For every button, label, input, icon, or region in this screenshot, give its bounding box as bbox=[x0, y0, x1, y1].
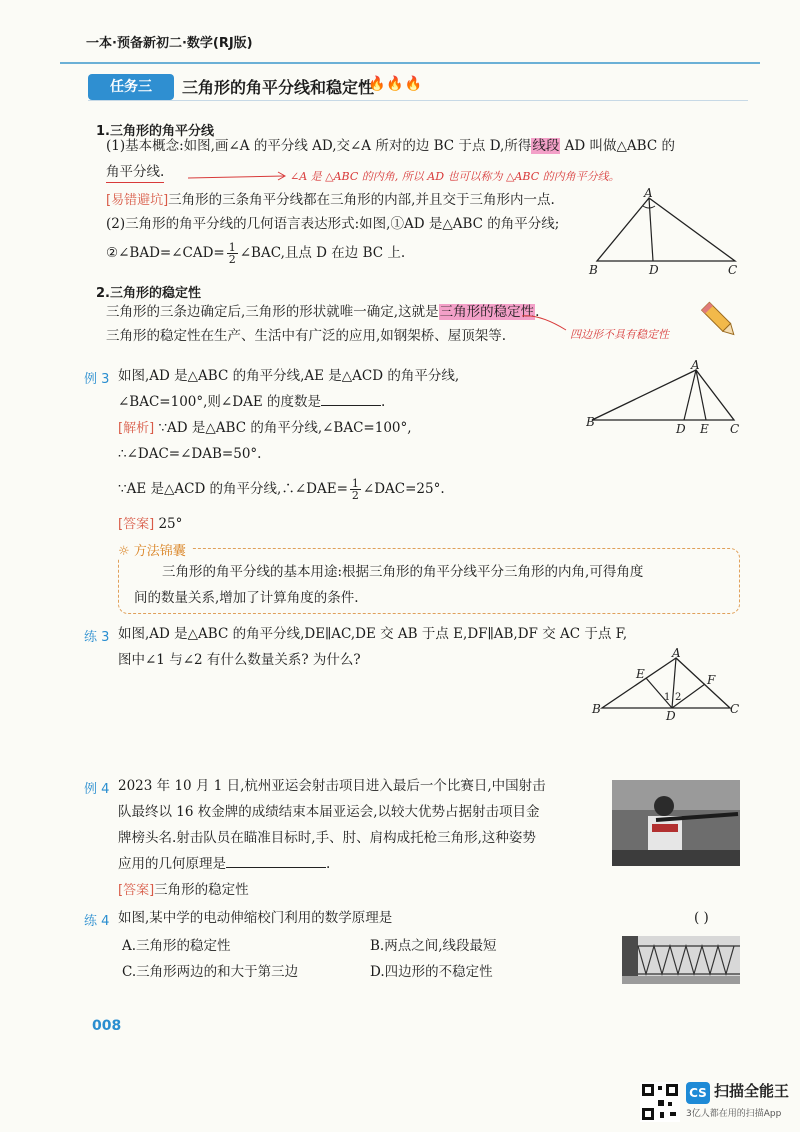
fig2-label-D: D bbox=[676, 422, 686, 436]
example3-question-line1: 如图,AD 是△ABC 的角平分线,AE 是△ACD 的角平分线, bbox=[118, 368, 460, 384]
fig3-label-B: B bbox=[592, 702, 601, 716]
fig3-angle-2: 2 bbox=[675, 692, 682, 703]
task-title: 三角形的角平分线和稳定性 bbox=[182, 78, 375, 97]
geo-text-b: ∠BAC,且点 D 在边 BC 上. bbox=[239, 245, 406, 261]
answer-label: [答案] bbox=[118, 517, 155, 532]
task-badge: 任务三 bbox=[88, 74, 174, 100]
figure-parallel-lines bbox=[590, 648, 740, 724]
title-rule bbox=[88, 100, 748, 101]
example3-analysis-line3 bbox=[118, 478, 445, 501]
geo-line2 bbox=[106, 242, 405, 265]
tip-heading-text: 方法锦囊 bbox=[133, 544, 186, 559]
pitfall-label: [易错避坑] bbox=[106, 193, 169, 208]
fig3-label-D: D bbox=[666, 709, 676, 723]
exercise3-label: 练 3 bbox=[84, 630, 110, 645]
label-D: D bbox=[649, 263, 659, 277]
label-B: B bbox=[589, 263, 598, 277]
fig3-label-A: A bbox=[672, 648, 681, 660]
scanner-logo: CS bbox=[686, 1082, 710, 1104]
example4-label: 例 4 bbox=[84, 782, 110, 797]
stability-line2: 三角形的稳定性在生产、生活中有广泛的应用,如钢架桥、屋顶架等. bbox=[106, 328, 507, 344]
fig3-angle-1: 1 bbox=[664, 692, 671, 703]
analysis-text-1: ∵AD 是△ABC 的角平分线,∠BAC=100°, bbox=[158, 420, 412, 436]
handnote-arrow bbox=[188, 170, 288, 184]
stability-text-b: . bbox=[535, 304, 540, 320]
option-d[interactable]: D.四边形的不稳定性 bbox=[370, 964, 493, 980]
fraction2-denominator: 2 bbox=[351, 489, 359, 502]
header-rule bbox=[60, 62, 760, 64]
fraction2-numerator: 1 bbox=[351, 477, 359, 490]
example4-answer-label: [答案] bbox=[118, 883, 155, 898]
label-C: C bbox=[728, 263, 738, 277]
fig2-label-B: B bbox=[586, 415, 595, 429]
example4-answer-blank bbox=[226, 867, 326, 868]
example4-line1: 2023 年 10 月 1 日,杭州亚运会射击项目进入最后一个比赛日,中国射击 bbox=[118, 778, 546, 794]
exercise3-question-line1: 如图,AD 是△ABC 的角平分线,DE∥AC,DE 交 AB 于点 E,DF∥AB,DF 交 AC 于点 F, bbox=[118, 626, 628, 642]
fig2-label-C: C bbox=[730, 422, 740, 436]
stability-line1 bbox=[106, 302, 539, 322]
concept-text-a: (1)基本概念:如图,画∠A 的平分线 AD,交∠A 所对的边 BC 于点 D,所得 bbox=[106, 138, 532, 154]
analysis-label: [解析] bbox=[118, 421, 155, 436]
example3-question-line2 bbox=[118, 392, 385, 412]
exercise4-question: 如图,某中学的电动伸缩校门利用的数学原理是 bbox=[118, 910, 393, 926]
concept-text-b: AD 叫做△ABC 的 bbox=[560, 138, 675, 154]
handwritten-note-2: 四边形不具有稳定性 bbox=[570, 328, 669, 341]
running-head: 一本·预备新初二·数学(RJ版) bbox=[86, 36, 253, 51]
shooter-photo bbox=[612, 780, 740, 866]
fraction-half bbox=[227, 242, 238, 265]
exercise4-label: 练 4 bbox=[84, 914, 110, 929]
fig3-label-E: E bbox=[636, 667, 645, 681]
example4-answer: 三角形的稳定性 bbox=[154, 882, 249, 898]
tip-line2: 间的数量关系,增加了计算角度的条件. bbox=[134, 590, 359, 606]
example3-answer: 25° bbox=[158, 516, 183, 532]
pitfall-line bbox=[106, 190, 555, 211]
qr-code-icon bbox=[640, 1082, 680, 1122]
example3-question-text: ∠BAC=100°,则∠DAE 的度数是 bbox=[118, 394, 321, 410]
scanner-app-name: 扫描全能王 bbox=[714, 1082, 790, 1100]
concept-line1 bbox=[106, 136, 675, 156]
geo-line1: (2)三角形的角平分线的几何语言表达形式:如图,①AD 是△ABC 的角平分线; bbox=[106, 216, 560, 232]
handnote2-arrow bbox=[520, 312, 570, 336]
triangle-abc-2 bbox=[592, 370, 734, 420]
section2-heading: 2.三角形的稳定性 bbox=[96, 286, 201, 301]
difficulty-flames: 🔥🔥🔥 bbox=[368, 76, 424, 92]
tip-heading bbox=[118, 540, 192, 559]
example4-line4-text: 应用的几何原理是 bbox=[118, 856, 226, 872]
fig2-label-A: A bbox=[691, 358, 700, 372]
option-c[interactable]: C.三角形两边的和大于第三边 bbox=[122, 964, 299, 980]
fraction-half-2 bbox=[350, 478, 361, 501]
example4-answer-line bbox=[118, 880, 249, 901]
example3-answer-line bbox=[118, 514, 182, 535]
example3-question-end: . bbox=[380, 394, 386, 410]
analysis-text-3a: ∵AE 是△ACD 的角平分线,∴∠DAE= bbox=[118, 481, 348, 497]
fraction-denominator: 2 bbox=[228, 253, 236, 266]
pitfall-text: 三角形的三条角平分线都在三角形的内部,并且交于三角形内一点. bbox=[168, 192, 555, 208]
option-b[interactable]: B.两点之间,线段最短 bbox=[370, 938, 497, 954]
gate-photo bbox=[622, 936, 740, 984]
fig3-label-F: F bbox=[707, 673, 716, 687]
triangle-abc bbox=[597, 198, 735, 261]
example3-answer-blank bbox=[321, 405, 381, 406]
label-A: A bbox=[644, 188, 653, 200]
stability-highlight: 三角形的稳定性 bbox=[439, 304, 535, 320]
option-a[interactable]: A.三角形的稳定性 bbox=[122, 938, 231, 954]
fraction-numerator: 1 bbox=[228, 241, 236, 254]
figure-triangle-abc-bisector bbox=[585, 188, 745, 278]
geo-text-a: ②∠BAD=∠CAD= bbox=[106, 245, 225, 261]
segment-ad bbox=[684, 370, 696, 420]
scanner-tagline: 3亿人都在用的扫描App bbox=[686, 1109, 782, 1119]
example4-line2: 队最终以 16 枚金牌的成绩结束本届亚运会,以较大优势占据射击项目金 bbox=[118, 804, 540, 820]
example3-analysis-line1 bbox=[118, 418, 412, 439]
stability-text-a: 三角形的三条边确定后,三角形的形状就唯一确定,这就是 bbox=[106, 304, 439, 320]
sun-icon: ☼ bbox=[118, 544, 130, 559]
handwritten-note-1: ∠A 是 △ABC 的内角, 所以 AD 也可以称为 △ABC 的内角平分线。 bbox=[290, 170, 620, 183]
example3-label: 例 3 bbox=[84, 372, 110, 387]
section1-heading: 1.三角形的角平分线 bbox=[96, 124, 214, 139]
tip-line1: 三角形的角平分线的基本用途:根据三角形的角平分线平分三角形的内角,可得角度 bbox=[162, 564, 644, 580]
example4-line3: 牌榜头名.射击队员在瞄准目标时,手、肘、肩构成托枪三角形,这种姿势 bbox=[118, 830, 536, 846]
exercise4-answer-paren: ( ) bbox=[694, 910, 709, 926]
fig3-label-C: C bbox=[730, 702, 740, 716]
exercise3-question-line2: 图中∠1 与∠2 有什么数量关系? 为什么? bbox=[118, 652, 361, 668]
example3-analysis-line2: ∴∠DAC=∠DAB=50°. bbox=[118, 446, 262, 462]
pencil-icon bbox=[700, 298, 740, 342]
concept-line2: 角平分线. bbox=[106, 162, 164, 183]
figure-triangle-ade bbox=[586, 358, 746, 436]
example4-line4-end: . bbox=[326, 856, 331, 872]
page-number: 008 bbox=[92, 1018, 122, 1034]
fig2-label-E: E bbox=[700, 422, 709, 436]
analysis-text-3b: ∠DAC=25°. bbox=[362, 481, 445, 497]
example4-line4 bbox=[118, 854, 330, 874]
concept-highlight: 线段 bbox=[532, 138, 560, 154]
